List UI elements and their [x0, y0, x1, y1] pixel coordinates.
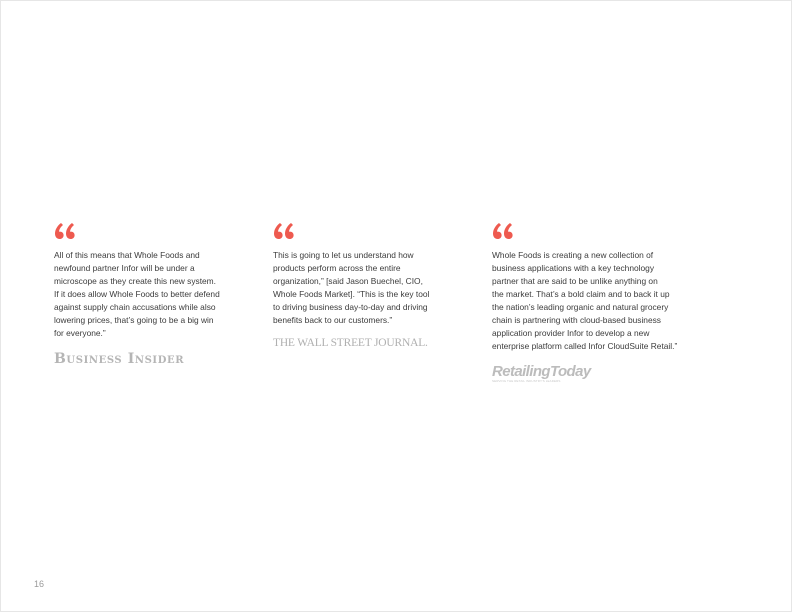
retailing-today-tagline: SERVING THE RETAIL INDUSTRY'S LEADERS — [492, 379, 561, 383]
quote-mark-icon — [273, 222, 295, 240]
retailing-today-logo — [492, 364, 704, 383]
quote-mark-icon — [492, 222, 514, 240]
retailing-today-wordmark: RetailingToday — [492, 363, 591, 380]
business-insider-logo: Business Insider — [54, 351, 185, 367]
quote-block-business-insider — [54, 222, 246, 367]
quote-text: Whole Foods is creating a new collection of business applications with a key technology partner that are said to be unlike anything on the market. That’s a bold claim and to back it up the nation’s leading organic and natural grocery chain is partnering with cloud-based business application provider Infor to develop a new enterprise platform called Infor CloudSuite Retail.” — [492, 250, 678, 351]
quote-text: This is going to let us understand how products perform across the entire organization,” [said Jason Buechel, CIO, Whole Foods Market]. “This is the key tool to driving business day-to-day and driving benefits back to our customers.” — [273, 250, 430, 325]
wall-street-journal-logo: THE WALL STREET JOURNAL. — [273, 337, 428, 349]
quote-mark-icon — [54, 222, 76, 240]
page-number: 16 — [34, 579, 45, 589]
quote-block-wall-street-journal — [273, 222, 465, 349]
quote-block-retailing-today — [492, 222, 704, 383]
quote-text: All of this means that Whole Foods and newfound partner Infor will be under a microscope as they create this new system. If it does allow Whole Foods to better defend against supply chain accusations while also lowering prices, that’s going to be a big win for everyone.” — [54, 250, 220, 338]
